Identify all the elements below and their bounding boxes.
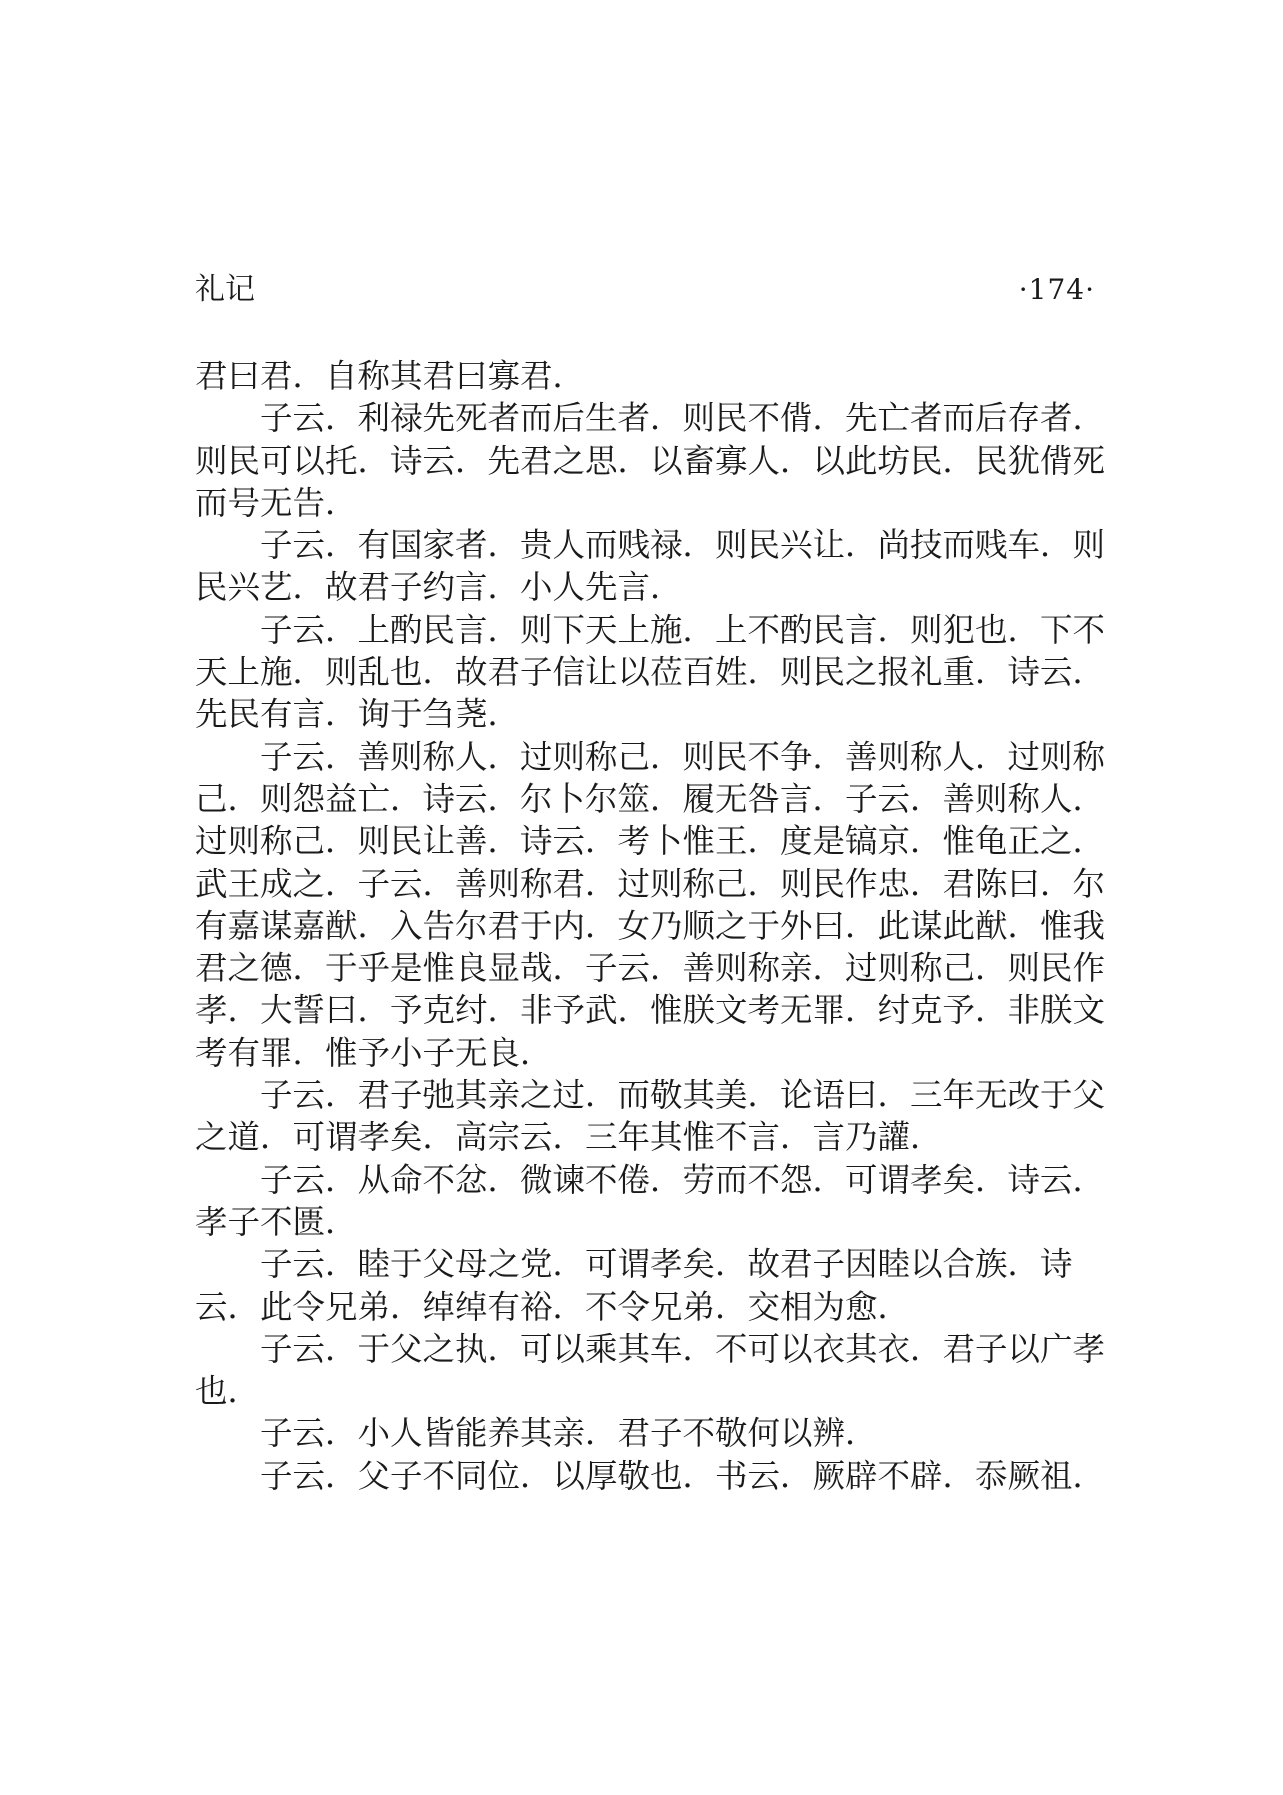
paragraph: 子云．君子弛其亲之过．而敬其美．论语曰．三年无改于父之道．可谓孝矣．高宗云．三年其惟不言．言乃讙． <box>195 1076 1106 1157</box>
paragraph: 子云．父子不同位．以厚敬也．书云．厥辟不辟．忝厥祖． <box>260 1456 1106 1495</box>
paragraph: 子云．善则称人．过则称己．则民不争．善则称人．过则称己．则怨益亡．诗云．尔卜尔筮．履无咎言．子云．善则称人．过则称己．则民让善．诗云．考卜惟王．度是镐京．惟龟正之．武王成之．子云．善则称君．过则称己．则民作忠．君陈曰．尔有嘉谋嘉猷．入告尔君于内．女乃顺之于外曰．此谋此猷．惟我君之德．于乎是惟良显哉．子云．善则称亲．过则称己．则民作孝．大誓曰．予克纣．非予武．惟朕文考无罪．纣克予．非朕文考有罪．惟予小子无良． <box>195 737 1106 1072</box>
paragraph: 子云．从命不忿．微谏不倦．劳而不怨．可谓孝矣．诗云．孝子不匮． <box>195 1160 1106 1241</box>
book-title: 礼记 <box>195 272 255 307</box>
paragraph: 子云．利禄先死者而后生者．则民不偝．先亡者而后存者．则民可以托．诗云．先君之思．以畜寡人．以此坊民．民犹偝死而号无告． <box>195 399 1106 522</box>
paragraph: 君曰君．自称其君曰寡君． <box>195 357 586 395</box>
body-text <box>195 355 1115 1497</box>
page-number: ·174· <box>1018 273 1095 306</box>
paragraph: 子云．有国家者．贵人而贱禄．则民兴让．尚技而贱车．则民兴艺．故君子约言．小人先言． <box>195 526 1106 607</box>
paragraph: 子云．小人皆能养其亲．君子不敬何以辨． <box>260 1414 878 1453</box>
paragraph: 子云．睦于父母之党．可谓孝矣．故君子因睦以合族．诗云．此令兄弟．绰绰有裕．不令兄弟．交相为愈． <box>195 1245 1073 1326</box>
paragraph: 子云．于父之执．可以乘其车．不可以衣其衣．君子以广孝也． <box>195 1329 1106 1411</box>
paragraph: 子云．上酌民言．则下天上施．上不酌民言．则犯也．下不天上施．则乱也．故君子信让以莅百姓．则民之报礼重．诗云．先民有言．询于刍荛． <box>195 610 1106 734</box>
page-header <box>195 270 1095 310</box>
